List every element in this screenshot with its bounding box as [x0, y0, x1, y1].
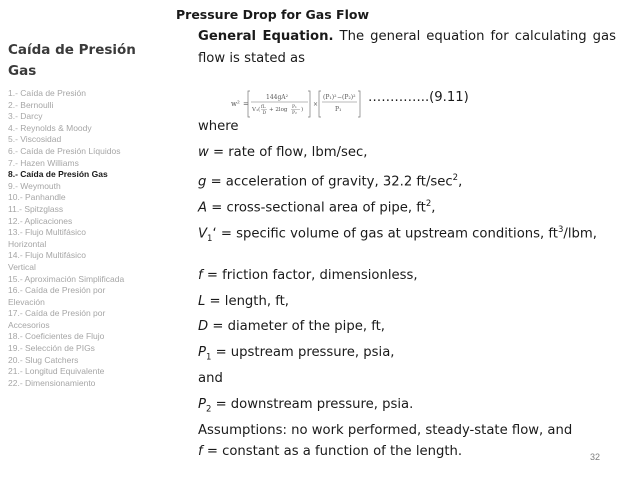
eq-den-v: V₁( — [252, 107, 261, 113]
intro-label: General Equation. — [198, 29, 334, 44]
eq-den-fl: fL — [261, 105, 266, 110]
sidebar-item[interactable]: 1.- Caída de Presión — [8, 88, 86, 98]
sidebar-item-active[interactable]: 8.- Caída de Presión Gas — [8, 169, 108, 180]
eq-den-p1: P₁ — [335, 106, 342, 113]
sidebar-item[interactable]: 11.- Spitzglass — [8, 203, 64, 214]
symbol-f-assumption: f — [198, 444, 203, 459]
sidebar-item[interactable]: 15.- Aproximación Simplificada — [8, 273, 125, 284]
sidebar-item[interactable]: 6.- Caída de Presión Líquidos — [8, 145, 121, 156]
eq-p1-sq: (P₁)² — [323, 94, 337, 101]
bracket-right — [308, 91, 310, 117]
assumptions-line-2: f = constant as a function of the length. — [198, 444, 463, 459]
svg-text:=: = — [243, 100, 249, 108]
sidebar-item[interactable]: 21.- Longitud Equivalente — [8, 366, 105, 377]
eq-lhs: w² — [231, 100, 240, 108]
eq-den-log: + 2log — [269, 107, 288, 113]
eq-den-d: D — [262, 111, 267, 116]
symbol-f: f — [198, 268, 203, 283]
symbol-v1: V — [198, 226, 208, 242]
bracket-left — [248, 91, 250, 117]
def-w: w = rate of flow, lbm/sec, — [198, 145, 368, 160]
svg-text:−: − — [337, 94, 343, 101]
and-label: and — [198, 371, 223, 386]
symbol-w: w — [198, 145, 209, 160]
sidebar-item[interactable]: 3.- Darcy — [8, 111, 43, 122]
sidebar — [8, 40, 168, 389]
sidebar-item[interactable]: 14.- Flujo Multifásico — [8, 250, 86, 261]
slide-heading: Pressure Drop for Gas Flow — [176, 7, 369, 22]
symbol-g: g — [198, 174, 207, 190]
sidebar-title: Caída de Presión Gas — [8, 42, 136, 79]
svg-text:×: × — [313, 101, 319, 108]
sidebar-item[interactable]: Horizontal — [8, 238, 47, 249]
gas-flow-equation — [230, 87, 370, 119]
sidebar-nav — [8, 88, 168, 389]
sidebar-item[interactable]: 16.- Caída de Presión por — [8, 285, 106, 296]
sidebar-item[interactable]: 13.- Flujo Multifásico — [8, 227, 86, 238]
sidebar-item[interactable]: 18.- Coeficientes de Flujo — [8, 331, 105, 342]
sidebar-item[interactable]: 5.- Viscosidad — [8, 134, 62, 145]
symbol-a: A — [198, 200, 208, 216]
sidebar-item[interactable]: 4.- Reynolds & Moody — [8, 122, 92, 133]
symbol-l: L — [198, 294, 206, 309]
symbol-p1: P — [198, 345, 206, 360]
sidebar-item[interactable]: Accesorios — [8, 319, 50, 330]
sidebar-item[interactable]: 19.- Selección de PIGs — [8, 343, 95, 354]
def-p2: $P_2$ = downstream pressure, psia. — [198, 397, 414, 415]
svg-text:): ) — [301, 107, 304, 113]
page-number: 32 — [590, 452, 601, 462]
def-a: A = cross-sectional area of pipe, $ft^2$, — [198, 199, 436, 216]
sidebar-item[interactable]: 12.- Aplicaciones — [8, 215, 73, 226]
def-l: L = length, ft, — [198, 294, 289, 309]
eq-const: 144gA² — [266, 94, 289, 101]
def-p1: $P_1$ = upstream pressure, psia, — [198, 345, 395, 363]
sidebar-item[interactable]: 22.- Dimensionamiento — [8, 377, 96, 388]
sidebar-item[interactable]: 7.- Hazen Williams — [8, 157, 79, 168]
def-f: f = friction factor, dimensionless, — [198, 268, 418, 283]
sidebar-item[interactable]: Elevación — [8, 296, 45, 307]
symbol-d: D — [198, 319, 209, 334]
assumptions-line-1: Assumptions: no work performed, steady-state flow, and — [198, 423, 573, 438]
symbol-p2: P — [198, 397, 206, 412]
def-d: D = diameter of the pipe, ft, — [198, 319, 385, 334]
eq-den-rp1: P₁ — [292, 105, 297, 110]
def-v1: $V_1‘$ = specific volume of gas at upstream conditions, $ft^3$/lbm, — [198, 225, 597, 245]
equation-number: …………..(9.11) — [368, 90, 469, 105]
sidebar-item[interactable]: 20.- Slug Catchers — [8, 354, 79, 365]
sidebar-item[interactable]: Vertical — [8, 261, 36, 272]
sidebar-item[interactable]: 2.- Bernoulli — [8, 99, 54, 110]
where-label: where — [198, 119, 239, 134]
eq-p2-sq: (P₂)² — [342, 94, 356, 101]
eq-den-rp2: P₂ — [292, 111, 297, 116]
def-g: g = acceleration of gravity, 32.2 $ft/\sec^2$, — [198, 173, 463, 190]
intro-text: The general equation for calculating gas flow is stated as — [198, 29, 616, 66]
sidebar-item[interactable]: 9.- Weymouth — [8, 180, 61, 191]
sidebar-item[interactable]: 17.- Caída de Presión por — [8, 308, 106, 319]
sidebar-item[interactable]: 10.- Panhandle — [8, 192, 66, 203]
intro-paragraph — [198, 26, 616, 69]
